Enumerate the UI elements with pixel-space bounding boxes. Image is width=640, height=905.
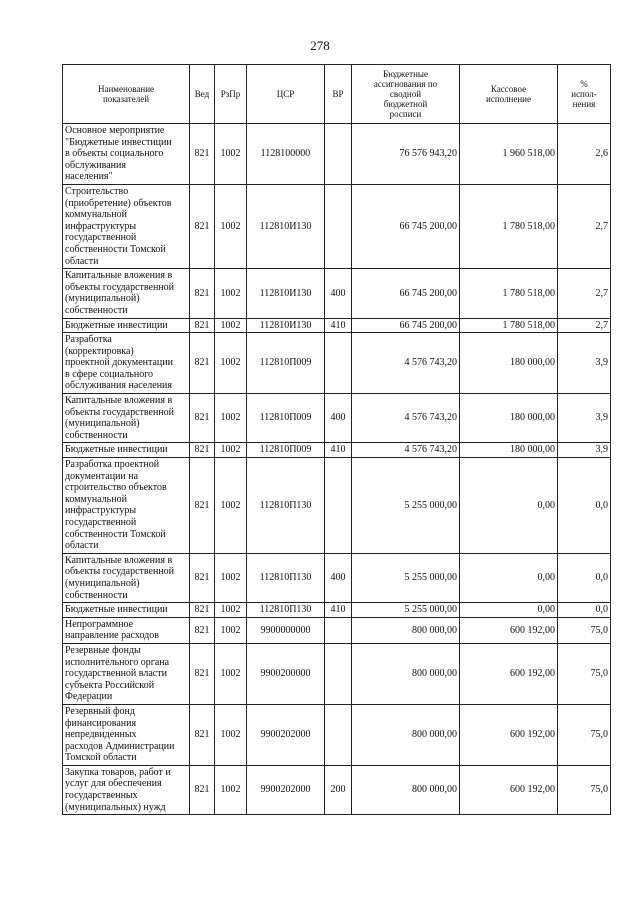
cell-csr: 112810П130: [247, 603, 325, 618]
table-header-row: [63, 65, 611, 124]
table-row: [63, 333, 611, 394]
cell-cash-execution: 1 780 518,00: [460, 269, 558, 318]
cell-csr: 112810П009: [247, 394, 325, 443]
table-row: [63, 617, 611, 643]
cell-rzpr: 1002: [215, 394, 247, 443]
cell-csr: 112810П130: [247, 553, 325, 602]
cell-csr: 9900202000: [247, 765, 325, 814]
table-row: [63, 643, 611, 704]
cell-percent: 75,0: [558, 704, 611, 765]
table-row: [63, 553, 611, 602]
cell-csr: 9900200000: [247, 643, 325, 704]
cell-csr: 112810П009: [247, 443, 325, 458]
cell-name: Разработка проектной документации на строительство объектов коммунальной инфраструктуры государственной собственности Томской области: [63, 458, 190, 554]
cell-assignments: 800 000,00: [352, 617, 460, 643]
cell-cash-execution: 1 780 518,00: [460, 184, 558, 268]
cell-cash-execution: 180 000,00: [460, 333, 558, 394]
table-row: [63, 704, 611, 765]
cell-ved: 821: [190, 184, 215, 268]
cell-name: Строительство (приобретение) объектов коммунальной инфраструктуры государственной собственности Томской области: [63, 184, 190, 268]
cell-ved: 821: [190, 394, 215, 443]
cell-assignments: 66 745 200,00: [352, 318, 460, 333]
cell-name: Капитальные вложения в объекты государственной (муниципальной) собственности: [63, 553, 190, 602]
cell-assignments: 800 000,00: [352, 765, 460, 814]
cell-name: Закупка товаров, работ и услуг для обеспечения государственных (муниципальных) нужд: [63, 765, 190, 814]
cell-percent: 2,7: [558, 269, 611, 318]
cell-name: Бюджетные инвестиции: [63, 603, 190, 618]
cell-cash-execution: 600 192,00: [460, 617, 558, 643]
table-row: [63, 269, 611, 318]
cell-csr: 112810П009: [247, 333, 325, 394]
table-row: [63, 443, 611, 458]
cell-cash-execution: 0,00: [460, 553, 558, 602]
cell-percent: 2,7: [558, 318, 611, 333]
cell-rzpr: 1002: [215, 124, 247, 185]
cell-assignments: 4 576 743,20: [352, 333, 460, 394]
cell-csr: 112810И130: [247, 184, 325, 268]
cell-vr: 400: [325, 553, 352, 602]
cell-percent: 0,0: [558, 553, 611, 602]
cell-rzpr: 1002: [215, 765, 247, 814]
header-rzpr: РзПр: [215, 65, 247, 124]
cell-ved: 821: [190, 269, 215, 318]
cell-cash-execution: 1 780 518,00: [460, 318, 558, 333]
cell-rzpr: 1002: [215, 184, 247, 268]
cell-ved: 821: [190, 617, 215, 643]
cell-assignments: 800 000,00: [352, 704, 460, 765]
cell-vr: [325, 184, 352, 268]
cell-cash-execution: 0,00: [460, 603, 558, 618]
cell-ved: 821: [190, 318, 215, 333]
cell-rzpr: 1002: [215, 643, 247, 704]
cell-cash-execution: 600 192,00: [460, 643, 558, 704]
cell-csr: 1128100000: [247, 124, 325, 185]
cell-assignments: 4 576 743,20: [352, 394, 460, 443]
cell-csr: 112810И130: [247, 318, 325, 333]
cell-name: Основное мероприятие "Бюджетные инвестиции в объекты социального обслуживания населения": [63, 124, 190, 185]
table-row: [63, 603, 611, 618]
cell-assignments: 5 255 000,00: [352, 553, 460, 602]
cell-cash-execution: 1 960 518,00: [460, 124, 558, 185]
budget-execution-table: [62, 64, 611, 815]
cell-vr: 400: [325, 269, 352, 318]
cell-csr: 112810П130: [247, 458, 325, 554]
cell-rzpr: 1002: [215, 704, 247, 765]
cell-cash-execution: 180 000,00: [460, 394, 558, 443]
header-csr: ЦСР: [247, 65, 325, 124]
cell-name: Резервный фонд финансирования непредвиденных расходов Администрации Томской области: [63, 704, 190, 765]
cell-ved: 821: [190, 124, 215, 185]
cell-vr: [325, 458, 352, 554]
table-body: [63, 124, 611, 815]
cell-name: Непрограммное направление расходов: [63, 617, 190, 643]
cell-ved: 821: [190, 443, 215, 458]
cell-percent: 75,0: [558, 765, 611, 814]
cell-vr: [325, 617, 352, 643]
cell-cash-execution: 180 000,00: [460, 443, 558, 458]
cell-assignments: 66 745 200,00: [352, 184, 460, 268]
cell-assignments: 4 576 743,20: [352, 443, 460, 458]
cell-vr: 410: [325, 603, 352, 618]
cell-rzpr: 1002: [215, 458, 247, 554]
cell-rzpr: 1002: [215, 318, 247, 333]
header-assignments: Бюджетные ассигнования по сводной бюджетной росписи: [352, 65, 460, 124]
header-ved: Вед: [190, 65, 215, 124]
cell-name: Бюджетные инвестиции: [63, 318, 190, 333]
cell-assignments: 66 745 200,00: [352, 269, 460, 318]
cell-vr: [325, 333, 352, 394]
cell-rzpr: 1002: [215, 443, 247, 458]
cell-name: Резервные фонды исполнительного органа государственной власти субъекта Российской Федерации: [63, 643, 190, 704]
cell-ved: 821: [190, 553, 215, 602]
cell-csr: 9900202000: [247, 704, 325, 765]
cell-vr: [325, 704, 352, 765]
cell-ved: 821: [190, 603, 215, 618]
cell-ved: 821: [190, 765, 215, 814]
cell-percent: 75,0: [558, 617, 611, 643]
cell-vr: 410: [325, 318, 352, 333]
header-vr: ВР: [325, 65, 352, 124]
cell-percent: 0,0: [558, 458, 611, 554]
header-cash-execution: Кассовое исполнение: [460, 65, 558, 124]
table-row: [63, 124, 611, 185]
cell-cash-execution: 600 192,00: [460, 704, 558, 765]
cell-csr: 112810И130: [247, 269, 325, 318]
cell-percent: 75,0: [558, 643, 611, 704]
cell-ved: 821: [190, 704, 215, 765]
cell-assignments: 800 000,00: [352, 643, 460, 704]
cell-csr: 9900000000: [247, 617, 325, 643]
page-number: 278: [310, 38, 330, 53]
header-name: Наименование показателей: [63, 65, 190, 124]
cell-percent: 0,0: [558, 603, 611, 618]
cell-assignments: 5 255 000,00: [352, 603, 460, 618]
cell-rzpr: 1002: [215, 333, 247, 394]
cell-ved: 821: [190, 643, 215, 704]
cell-vr: 410: [325, 443, 352, 458]
cell-name: Капитальные вложения в объекты государственной (муниципальной) собственности: [63, 269, 190, 318]
cell-vr: [325, 124, 352, 185]
cell-percent: 2,7: [558, 184, 611, 268]
header-percent: % испол- нения: [558, 65, 611, 124]
cell-ved: 821: [190, 333, 215, 394]
cell-assignments: 76 576 943,20: [352, 124, 460, 185]
table-row: [63, 765, 611, 814]
table-row: [63, 184, 611, 268]
cell-name: Капитальные вложения в объекты государственной (муниципальной) собственности: [63, 394, 190, 443]
cell-name: Разработка (корректировка) проектной документации в сфере социального обслуживания населения: [63, 333, 190, 394]
cell-rzpr: 1002: [215, 553, 247, 602]
cell-vr: 400: [325, 394, 352, 443]
cell-percent: 3,9: [558, 333, 611, 394]
cell-name: Бюджетные инвестиции: [63, 443, 190, 458]
cell-rzpr: 1002: [215, 617, 247, 643]
cell-rzpr: 1002: [215, 269, 247, 318]
cell-percent: 3,9: [558, 394, 611, 443]
cell-percent: 3,9: [558, 443, 611, 458]
cell-ved: 821: [190, 458, 215, 554]
table-row: [63, 458, 611, 554]
table-row: [63, 394, 611, 443]
cell-vr: 200: [325, 765, 352, 814]
cell-assignments: 5 255 000,00: [352, 458, 460, 554]
cell-percent: 2,6: [558, 124, 611, 185]
cell-cash-execution: 0,00: [460, 458, 558, 554]
cell-rzpr: 1002: [215, 603, 247, 618]
cell-cash-execution: 600 192,00: [460, 765, 558, 814]
cell-vr: [325, 643, 352, 704]
table-row: [63, 318, 611, 333]
